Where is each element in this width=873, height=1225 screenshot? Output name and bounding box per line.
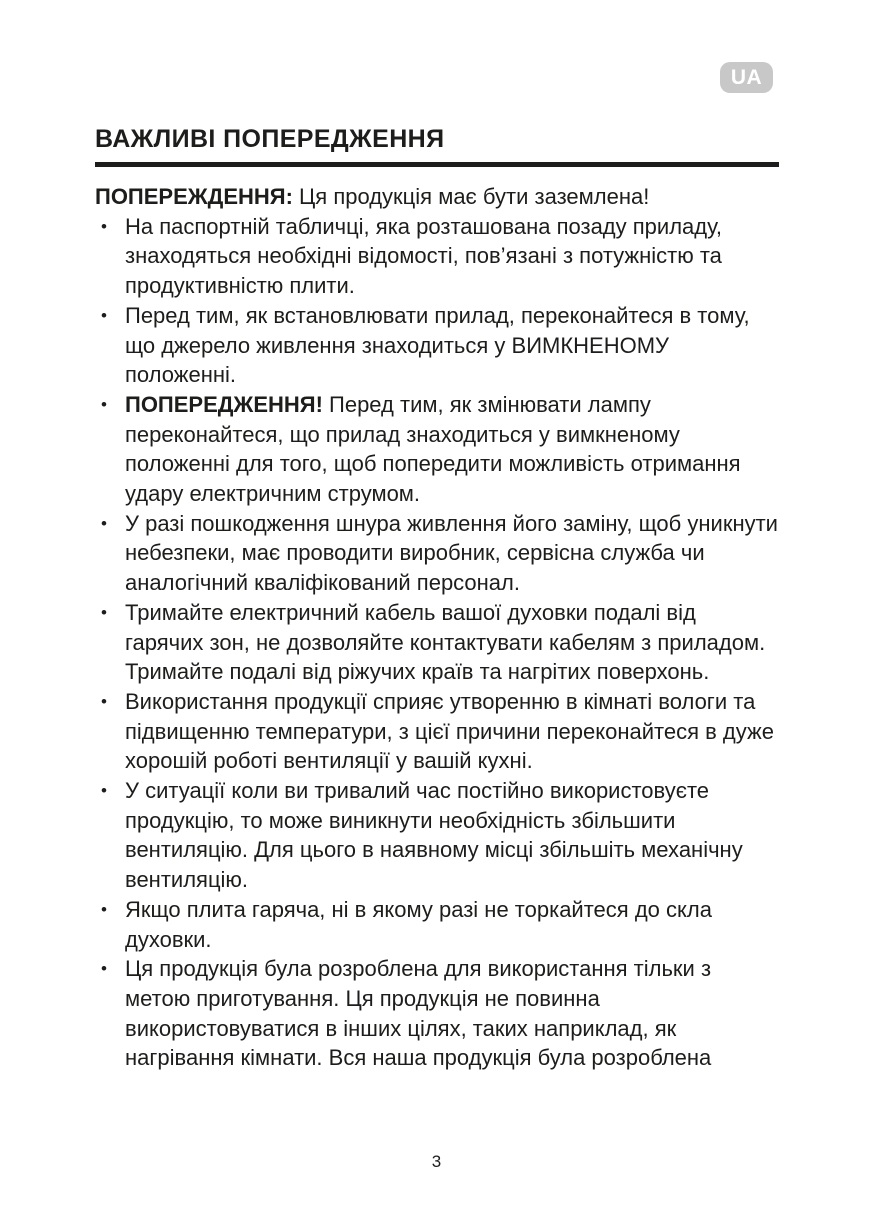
bullet-icon: • <box>101 602 107 622</box>
warning-item-text: Використання продукції сприяє утворенню в кімнаті вологи та підвищенню температури, з цієї причини переконайтеся в дуже хорошій роботі вентиляції у вашій кухні. <box>125 688 774 774</box>
bullet-icon: • <box>101 305 107 325</box>
intro-warning-text: Ця продукція має бути заземлена! <box>292 184 650 209</box>
warning-list-item <box>95 954 779 1073</box>
warning-item-text: Якщо плита гаряча, ні в якому разі не торкайтеся до скла духовки. <box>125 896 712 952</box>
bullet-icon: • <box>101 899 107 919</box>
warning-list-item <box>95 895 779 954</box>
warnings-list <box>95 212 779 1073</box>
warning-item-text: У разі пошкодження шнура живлення його заміну, щоб уникнути небезпеки, має проводити виробник, сервісна служба чи аналогічний кваліфікований персонал. <box>125 510 778 596</box>
warning-item-keyword: ПОПЕРЕДЖЕННЯ! <box>125 391 323 417</box>
warning-item-text: Ця продукція була розроблена для використання тільки з метою приготування. Ця продукція не повинна використовуватися в інших цілях, таких наприклад, як нагрівання кімнати. Вся наша продукція була розроблена <box>125 956 712 1071</box>
bullet-icon: • <box>101 959 107 979</box>
intro-warning-keyword: ПОПЕРЕЖДЕННЯ: <box>95 184 293 209</box>
warning-item-text: На паспортній табличці, яка розташована позаду приладу, знаходяться необхідні відомості, пов’язані з потужністю та продуктивністю плити. <box>125 213 723 299</box>
warning-list-item <box>95 301 779 390</box>
warning-item-text: Перед тим, як встановлювати прилад, переконайтеся в тому, що джерело живлення знаходиться у ВИМКНЕНОМУ положенні. <box>125 302 750 388</box>
page-number: 3 <box>431 1152 442 1171</box>
warning-item-text: У ситуації коли ви тривалий час постійно використовуєте продукцію, то може виникнути необхідність збільшити вентиляцію. Для цього в наявному місці збільшіть механічну вентиляцію. <box>125 778 743 893</box>
warning-list-item <box>95 509 779 598</box>
title-divider <box>95 162 779 167</box>
bullet-icon: • <box>101 216 107 236</box>
section-title: ВАЖЛИВІ ПОПЕРЕДЖЕННЯ <box>95 125 445 153</box>
bullet-icon: • <box>101 781 107 801</box>
bullet-icon: • <box>101 691 107 711</box>
warning-list-item <box>95 598 779 687</box>
intro-warning-line <box>95 182 779 212</box>
bullet-icon: • <box>101 394 107 414</box>
warning-item-text: Тримайте електричний кабель вашої духовки подалі від гарячих зон, не дозволяйте контактувати кабелям з приладом. Тримайте подалі від ріжучих країв та нагрітих поверхонь. <box>125 599 766 685</box>
bullet-icon: • <box>101 513 107 533</box>
language-badge: UA <box>720 62 773 93</box>
page-content <box>95 0 779 1073</box>
warning-item-text: Перед тим, як змінювати лампу переконайтеся, що прилад знаходиться у вимкненому положенні для того, щоб попередити можливість отримання удару електричним струмом. <box>125 391 741 507</box>
warning-list-item <box>95 212 779 301</box>
warning-list-item <box>95 390 779 509</box>
warning-list-item <box>95 776 779 895</box>
warning-list-item <box>95 687 779 776</box>
